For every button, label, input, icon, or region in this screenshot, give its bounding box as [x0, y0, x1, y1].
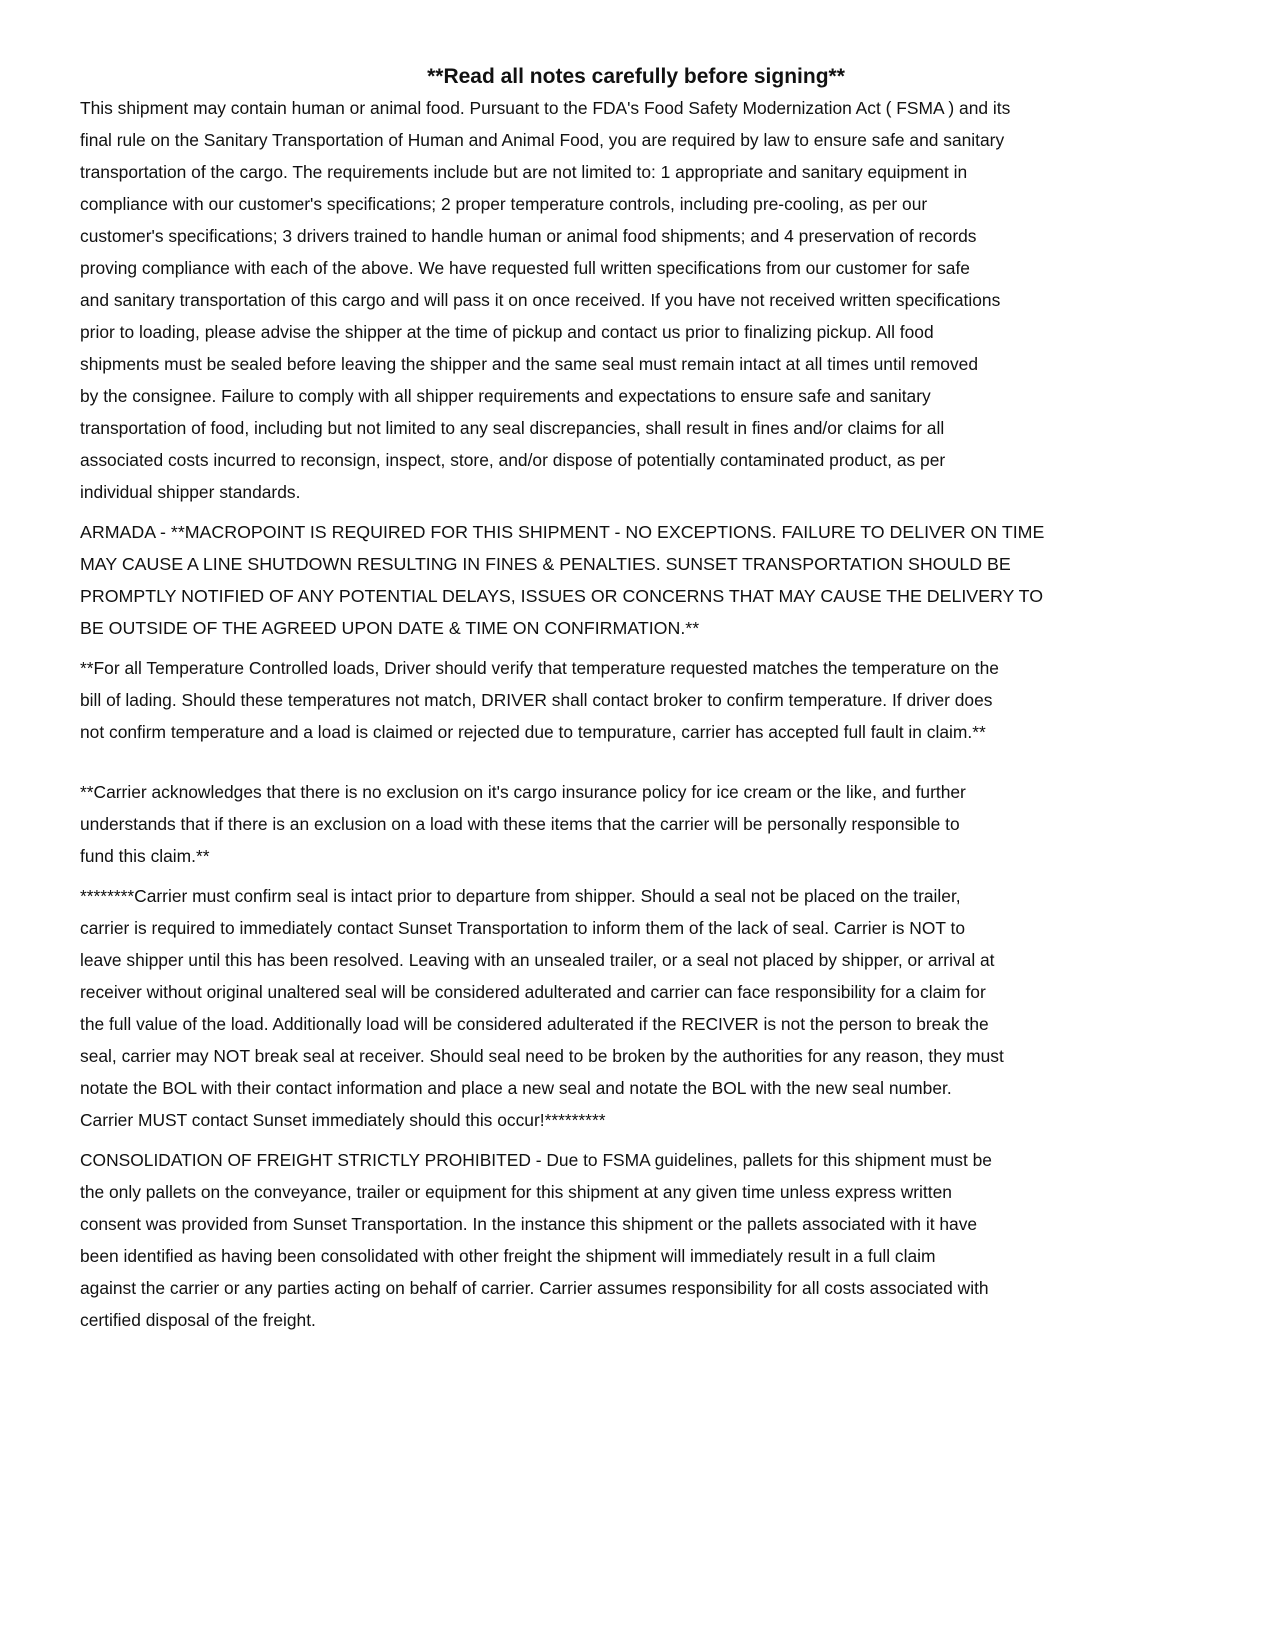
- paragraph-line: receiver without original unaltered seal will be considered adulterated and carrier can face responsibility for a claim for: [80, 982, 986, 1002]
- paragraph-line: notate the BOL with their contact information and place a new seal and notate the BOL with the new seal number.: [80, 1078, 952, 1098]
- paragraph-line: MAY CAUSE A LINE SHUTDOWN RESULTING IN FINES & PENALTIES. SUNSET TRANSPORTATION SHOULD BE: [80, 554, 1011, 574]
- paragraph-armada-macropoint: [80, 516, 1192, 644]
- paragraph-line: ********Carrier must confirm seal is intact prior to departure from shipper. Should a seal not be placed on the trailer,: [80, 886, 961, 906]
- paragraph-line: been identified as having been consolidated with other freight the shipment will immediately result in a full claim: [80, 1246, 936, 1266]
- paragraph-line: not confirm temperature and a load is claimed or rejected due to tempurature, carrier has accepted full fault in claim.**: [80, 722, 986, 742]
- paragraph-line: Carrier MUST contact Sunset immediately should this occur!*********: [80, 1110, 606, 1130]
- paragraph-line: ARMADA - **MACROPOINT IS REQUIRED FOR THIS SHIPMENT - NO EXCEPTIONS. FAILURE TO DELIVER ON TIME: [80, 522, 1045, 542]
- paragraph-line: **Carrier acknowledges that there is no exclusion on it's cargo insurance policy for ice cream or the like, and further: [80, 782, 966, 802]
- paragraph-line: individual shipper standards.: [80, 482, 301, 502]
- paragraph-line: bill of lading. Should these temperatures not match, DRIVER shall contact broker to confirm temperature. If driver does: [80, 690, 993, 710]
- paragraph-line: This shipment may contain human or animal food. Pursuant to the FDA's Food Safety Modernization Act ( FSMA ) and its: [80, 98, 1011, 118]
- paragraph-temperature-controlled: [80, 652, 1192, 748]
- paragraph-line: compliance with our customer's specifications; 2 proper temperature controls, including pre-cooling, as per our: [80, 194, 928, 214]
- paragraph-line: leave shipper until this has been resolved. Leaving with an unsealed trailer, or a seal not placed by shipper, or arrival at: [80, 950, 995, 970]
- paragraph-line: and sanitary transportation of this cargo and will pass it on once received. If you have not received written specifications: [80, 290, 1001, 310]
- paragraph-line: certified disposal of the freight.: [80, 1310, 316, 1330]
- paragraph-line: the full value of the load. Additionally load will be considered adulterated if the RECIVER is not the person to break the: [80, 1014, 989, 1034]
- paragraph-line: customer's specifications; 3 drivers trained to handle human or animal food shipments; and 4 preservation of records: [80, 226, 977, 246]
- paragraph-line: understands that if there is an exclusion on a load with these items that the carrier will be personally responsible to: [80, 814, 960, 834]
- paragraph-line: **For all Temperature Controlled loads, Driver should verify that temperature requested matches the temperature on the: [80, 658, 999, 678]
- paragraph-line: final rule on the Sanitary Transportation of Human and Animal Food, you are required by law to ensure safe and sanitary: [80, 130, 1005, 150]
- paragraph-line: CONSOLIDATION OF FREIGHT STRICTLY PROHIBITED - Due to FSMA guidelines, pallets for this shipment must be: [80, 1150, 992, 1170]
- paragraph-ice-cream-insurance: [80, 776, 1192, 872]
- paragraph-line: BE OUTSIDE OF THE AGREED UPON DATE & TIME ON CONFIRMATION.**: [80, 618, 700, 638]
- paragraph-line: transportation of food, including but not limited to any seal discrepancies, shall result in fines and/or claims for all: [80, 418, 945, 438]
- paragraph-line: PROMPTLY NOTIFIED OF ANY POTENTIAL DELAYS, ISSUES OR CONCERNS THAT MAY CAUSE THE DELIVERY TO: [80, 586, 1044, 606]
- paragraph-fsma-notice: [80, 92, 1192, 508]
- paragraph-line: carrier is required to immediately contact Sunset Transportation to inform them of the lack of seal. Carrier is NOT to: [80, 918, 966, 938]
- paragraph-line: against the carrier or any parties acting on behalf of carrier. Carrier assumes responsibility for all costs associated with: [80, 1278, 989, 1298]
- paragraph-line: fund this claim.**: [80, 846, 210, 866]
- paragraph-consolidation-prohibited: [80, 1144, 1192, 1336]
- paragraph-line: consent was provided from Sunset Transportation. In the instance this shipment or the pallets associated with it have: [80, 1214, 978, 1234]
- paragraph-line: proving compliance with each of the above. We have requested full written specifications from our customer for safe: [80, 258, 970, 278]
- paragraph-line: prior to loading, please advise the shipper at the time of pickup and contact us prior to finalizing pickup. All food: [80, 322, 934, 342]
- paragraph-line: shipments must be sealed before leaving the shipper and the same seal must remain intact at all times until removed: [80, 354, 979, 374]
- paragraph-line: by the consignee. Failure to comply with all shipper requirements and expectations to ensure safe and sanitary: [80, 386, 931, 406]
- paragraph-seal-requirements: [80, 880, 1192, 1136]
- paragraph-line: the only pallets on the conveyance, trailer or equipment for this shipment at any given time unless express written: [80, 1182, 952, 1202]
- paragraph-line: seal, carrier may NOT break seal at receiver. Should seal need to be broken by the authorities for any reason, they must: [80, 1046, 1004, 1066]
- paragraph-line: associated costs incurred to reconsign, inspect, store, and/or dispose of potentially contaminated product, as per: [80, 450, 946, 470]
- paragraph-line: transportation of the cargo. The requirements include but are not limited to: 1 appropriate and sanitary equipment in: [80, 162, 968, 182]
- document-page: [80, 64, 1192, 1344]
- page-title: **Read all notes carefully before signing**: [427, 65, 845, 88]
